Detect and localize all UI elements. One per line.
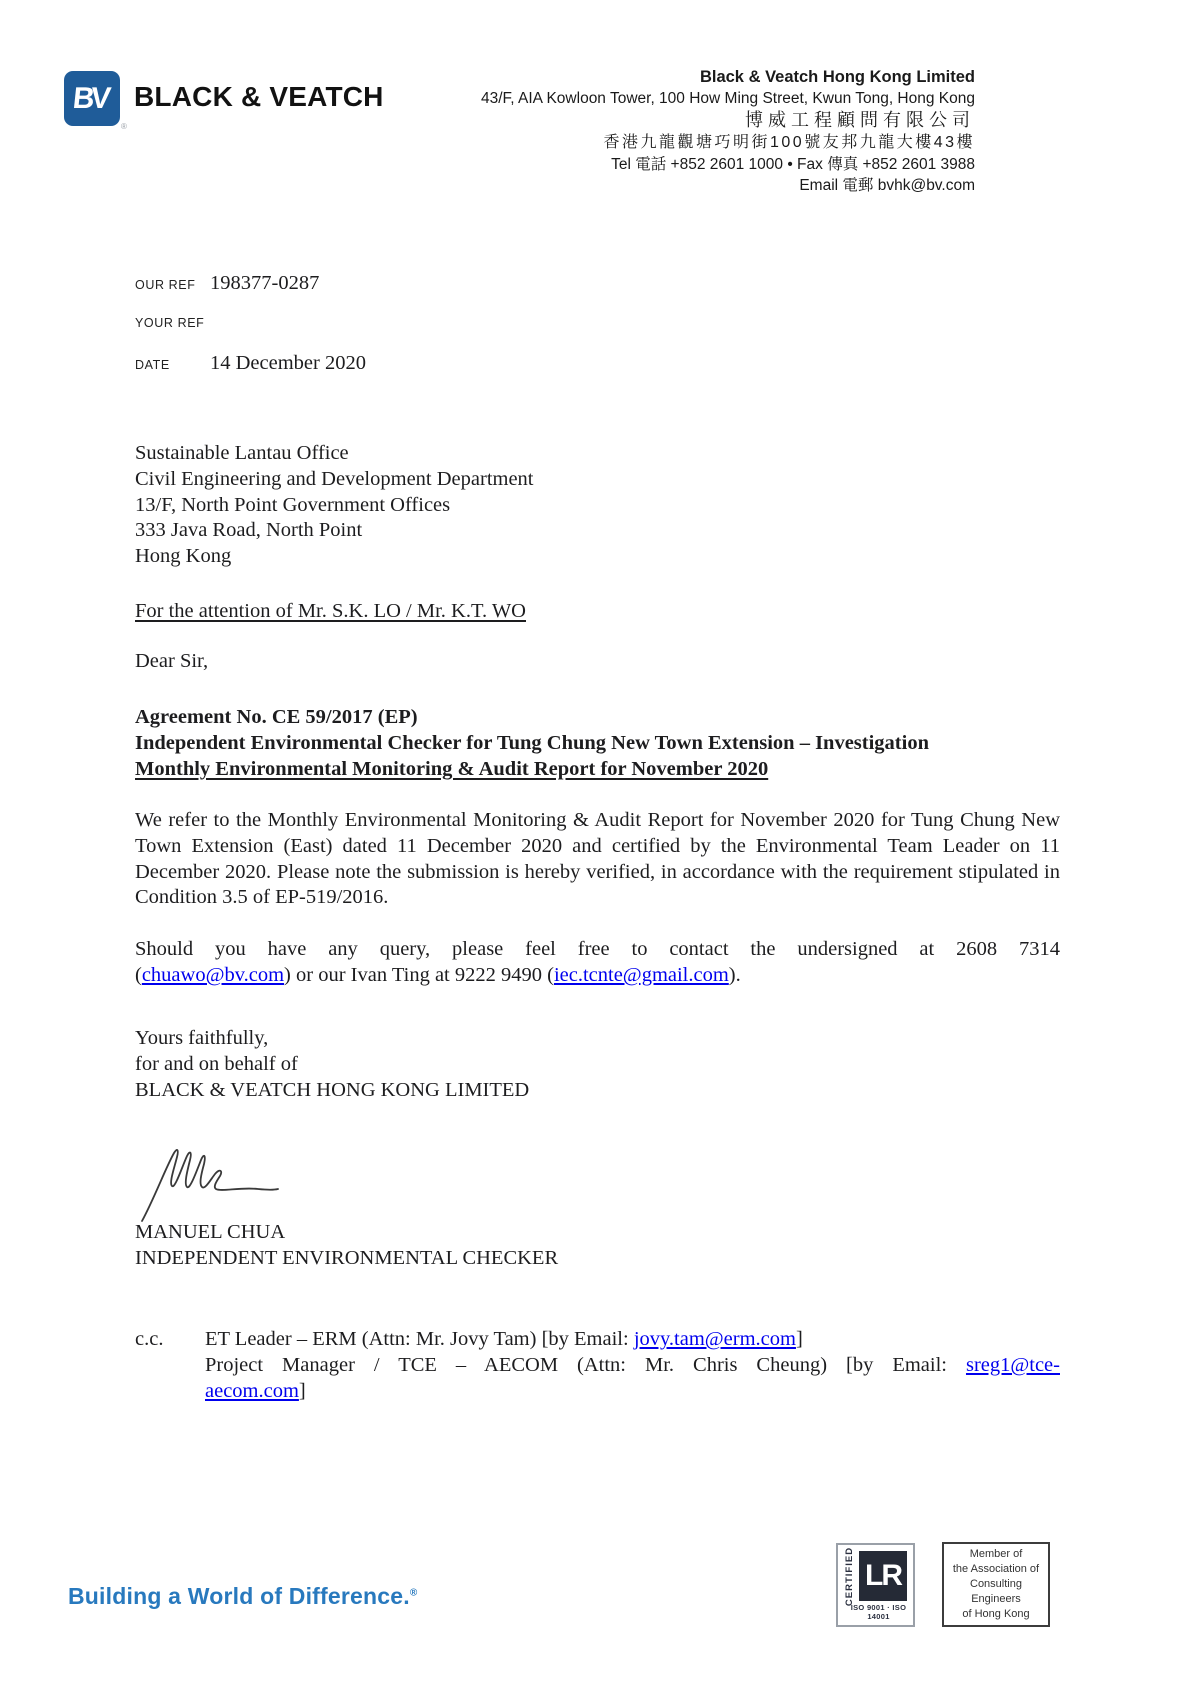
lr-logo-icon: [859, 1551, 907, 1601]
lr-iso-label: ISO 9001 · ISO 14001: [850, 1603, 907, 1621]
email-link-jovy-tam[interactable]: jovy.tam@erm.com: [633, 1328, 796, 1350]
signatory-title: INDEPENDENT ENVIRONMENTAL CHECKER: [135, 1247, 559, 1269]
letterhead-company-zh: 博威工程顧問有限公司: [745, 110, 975, 130]
closing-on-behalf: for and on behalf of: [135, 1052, 298, 1075]
our-ref-label: OUR REF: [135, 278, 196, 292]
body-paragraph-2: [135, 937, 1060, 989]
email-link-chuawo[interactable]: chuawo@bv.com: [141, 963, 285, 986]
attention-line: For the attention of Mr. S.K. LO / Mr. K.T. WO: [135, 600, 526, 622]
cc-item-1-bracket: ]: [795, 1328, 803, 1350]
ace-line: Member of: [969, 1548, 1023, 1560]
subject-agreement-no: Agreement No. CE 59/2017 (EP): [135, 706, 418, 728]
cc-content: [205, 1327, 1060, 1404]
tagline-text: Building a World of Difference.: [68, 1583, 410, 1609]
ace-line: of Hong Kong: [962, 1608, 1030, 1620]
subject-report-title: Monthly Environmental Monitoring & Audit Report for November 2020: [135, 758, 769, 780]
your-ref-row: [135, 316, 210, 330]
signature-scribble: [136, 1143, 296, 1223]
letterhead-tel-fax: Tel 電話 +852 2601 1000 • Fax 傳真 +852 2601 3988: [611, 156, 975, 173]
recipient-line: Sustainable Lantau Office: [135, 442, 349, 464]
letterhead-address-block: [355, 67, 975, 196]
bv-logo: [64, 71, 120, 126]
cc-item-2-line2: [205, 1379, 1060, 1405]
email-link-sreg1-part1[interactable]: sreg1@tce-: [965, 1353, 1060, 1376]
closing-block: [135, 1026, 529, 1103]
body-paragraph-2-line2: [135, 963, 1060, 989]
recipient-line: 333 Java Road, North Point: [135, 519, 363, 542]
cc-item-2-text: Project Manager / TCE – AECOM (Attn: Mr. Chris Cheung) [by Email:: [205, 1353, 966, 1376]
subject-block: [135, 704, 1060, 782]
body-paragraph-1: We refer to the Monthly Environmental Monitoring & Audit Report for November 2020 for Tung Chung New Town Extension (East) dated 11 December 2020 and certified by the Environmental Team Leader on 11 December 2020. Please note the submission is hereby verified, in accordance with the requirement stipulated in Condition 3.5 of EP-519/2016.: [135, 809, 1060, 909]
letterhead-company-en: Black & Veatch Hong Kong Limited: [699, 68, 975, 86]
recipient-line: Civil Engineering and Development Department: [135, 467, 534, 490]
closing-company-name: BLACK & VEATCH HONG KONG LIMITED: [135, 1078, 530, 1101]
subject-project-title: Independent Environmental Checker for Tung Chung New Town Extension – Investigation: [135, 732, 929, 754]
letterhead-email: Email 電郵 bvhk@bv.com: [799, 177, 975, 194]
lr-certification-badge: [836, 1543, 915, 1627]
paren-close: ).: [728, 963, 741, 986]
our-ref-row: [135, 272, 319, 295]
signatory-name: MANUEL CHUA: [135, 1221, 286, 1243]
recipient-line: 13/F, North Point Government Offices: [135, 493, 451, 516]
letterhead-address-zh: 香港九龍觀塘巧明街100號友邦九龍大樓43樓: [603, 134, 975, 151]
recipient-line: Hong Kong: [135, 545, 232, 568]
ace-line: Consulting Engineers: [970, 1578, 1022, 1605]
closing-yours-faithfully: Yours faithfully,: [135, 1027, 269, 1049]
cc-block: [135, 1327, 1060, 1404]
cc-item-2-line1: [205, 1353, 1060, 1379]
ace-line: the Association of: [952, 1563, 1040, 1575]
body-paragraph-2-line1: Should you have any query, please feel free to contact the undersigned at 2608 7314: [135, 938, 1060, 960]
letterhead-address-en: 43/F, AIA Kowloon Tower, 100 How Ming Street, Kwun Tong, Hong Kong: [480, 90, 975, 107]
paren: (: [135, 963, 142, 986]
cc-item-1-text: ET Leader – ERM (Attn: Mr. Jovy Tam) [by Email:: [205, 1328, 634, 1350]
footer-tagline: [68, 1583, 417, 1610]
lr-monogram: LR: [865, 1559, 901, 1592]
email-link-iec-tcnte[interactable]: iec.tcnte@gmail.com: [553, 963, 729, 986]
registered-mark: ®: [121, 122, 127, 131]
bv-monogram: BV: [71, 81, 109, 115]
date-value: 14 December 2020: [210, 352, 366, 374]
brand-wordmark: BLACK & VEATCH: [134, 81, 384, 112]
date-label: DATE: [135, 358, 170, 372]
ace-membership-badge: [942, 1542, 1050, 1627]
body-paragraph-2-mid: ) or our Ivan Ting at 9222 9490 (: [284, 963, 554, 986]
lr-certified-label: CERTIFIED: [844, 1546, 856, 1607]
your-ref-label: YOUR REF: [135, 316, 205, 330]
email-link-sreg1-part2[interactable]: aecom.com: [205, 1379, 299, 1402]
recipient-address-block: [135, 441, 534, 570]
cc-label: c.c.: [135, 1328, 164, 1350]
date-row: [135, 352, 366, 375]
cc-item-1: [205, 1327, 1060, 1353]
signature-image: [136, 1143, 296, 1228]
tagline-registered-mark: ®: [409, 1587, 418, 1599]
salutation: Dear Sir,: [135, 650, 209, 672]
our-ref-value: 198377-0287: [210, 272, 320, 294]
cc-item-2-bracket: ]: [298, 1379, 306, 1402]
